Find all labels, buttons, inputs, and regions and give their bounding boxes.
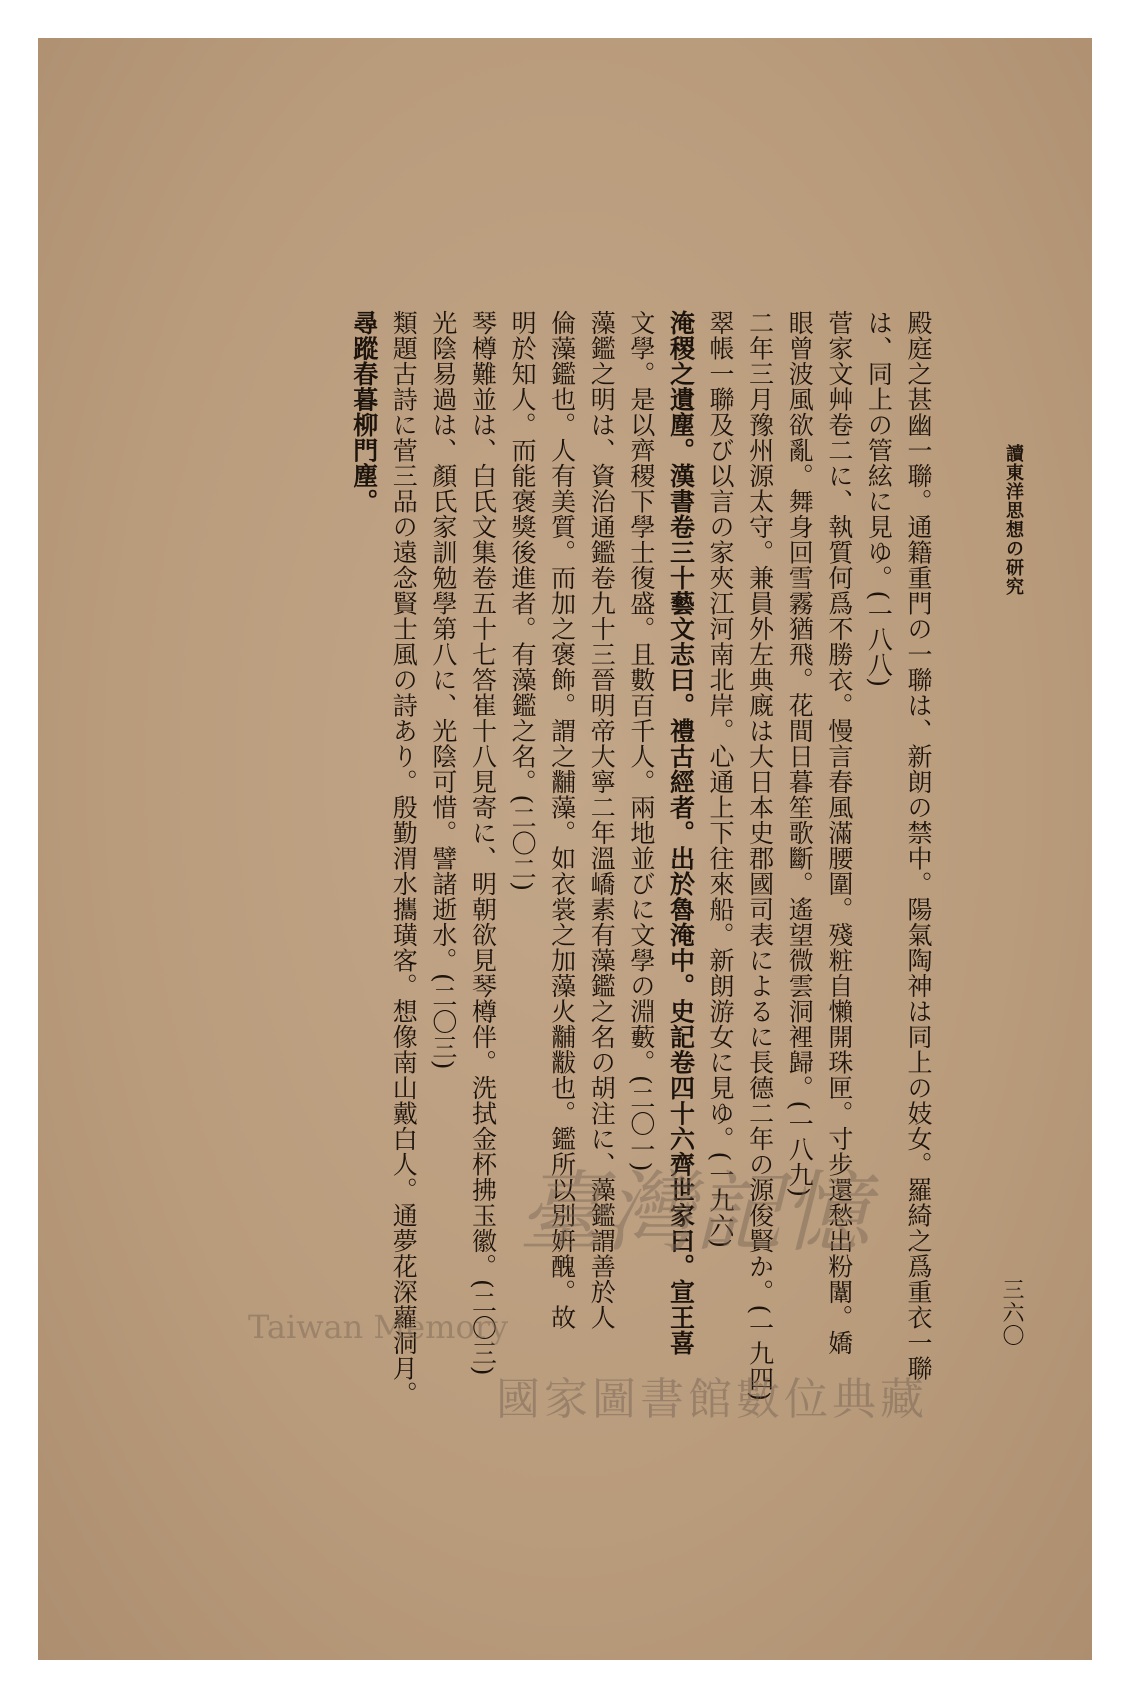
- text-column: 尋蹤春暮柳門塵。: [349, 310, 379, 514]
- text-column: 淹稷之遺塵。漢書卷三十藝文志曰。禮古經者。出於魯淹中。史記卷四十六齊世家曰。宣王喜: [666, 310, 696, 1356]
- text-column: 文學。是以齊稷下學士復盛。且數百千人。兩地並びに文學の淵藪。(二〇一): [626, 310, 656, 1173]
- page-number: 三六〇: [999, 1278, 1024, 1347]
- watermark-english: Taiwan Memory: [248, 1308, 509, 1346]
- text-column: 光陰易過は、顏氏家訓勉學第八に、光陰可惜。譬諸逝水。(二〇三): [428, 310, 458, 1071]
- text-column: 明於知人。而能褒獎後進者。有藻鑑之名。(二〇二): [508, 310, 538, 892]
- book-page: [38, 38, 1092, 1660]
- text-column: 菅家文艸卷二に、執質何爲不勝衣。慢言春風滿腰圍。殘粧自懶開珠匣。寸步還愁出粉闈。嬌: [824, 310, 854, 1356]
- text-column: 藻鑑之明は、資治通鑑卷九十三晉明帝大寧二年溫嶠素有藻鑑之名の胡注に、藻鑑謂善於人: [587, 310, 617, 1330]
- watermark-logo: 臺灣記憶: [518, 1161, 871, 1264]
- body-text: [168, 310, 938, 1630]
- watermark-subtitle: 國家圖書館數位典藏: [496, 1374, 928, 1425]
- text-column: 類題古詩に菅三品の遠念賢士風の詩あり。殷勤渭水攜璜客。想像南山戴白人。通夢花深蘿洞月。: [389, 310, 419, 1407]
- text-column: 倫藻鑑也。人有美質。而加之褒飾。謂之黼藻。如衣裳之加藻火黼黻也。鑑所以別姸醜。故: [547, 310, 577, 1330]
- text-column: 翠帳一聯及び以言の家夾江河南北岸。心通上下往來船。新朗游女に見ゆ。(一九六): [706, 310, 736, 1249]
- text-column: 二年三月豫州源太守。兼員外左典廐は大日本史郡國司表によるに長德二年の源俊賢か。(一九四): [745, 310, 775, 1402]
- text-column: 殿庭之甚幽一聯。通籍重門の一聯は、新朗の禁中。陽氣陶神は同上の妓女。羅綺之爲重衣一聯: [904, 310, 933, 1381]
- text-column: 眼曾波風欲亂。舞身回雪霧猶飛。花間日暮笙歌斷。遙望微雲洞裡歸。(一八九): [785, 310, 815, 1198]
- running-title: 讀東洋思想の研究: [1003, 444, 1024, 596]
- text-column: は、同上の管絃に見ゆ。(一八八): [864, 310, 894, 688]
- text-column: 琴樽難並は、白氏文集卷五十七答崔十八見寄に、明朝欲見琴樽伴。洗拭金杯拂玉徽。(二〇三): [468, 310, 498, 1377]
